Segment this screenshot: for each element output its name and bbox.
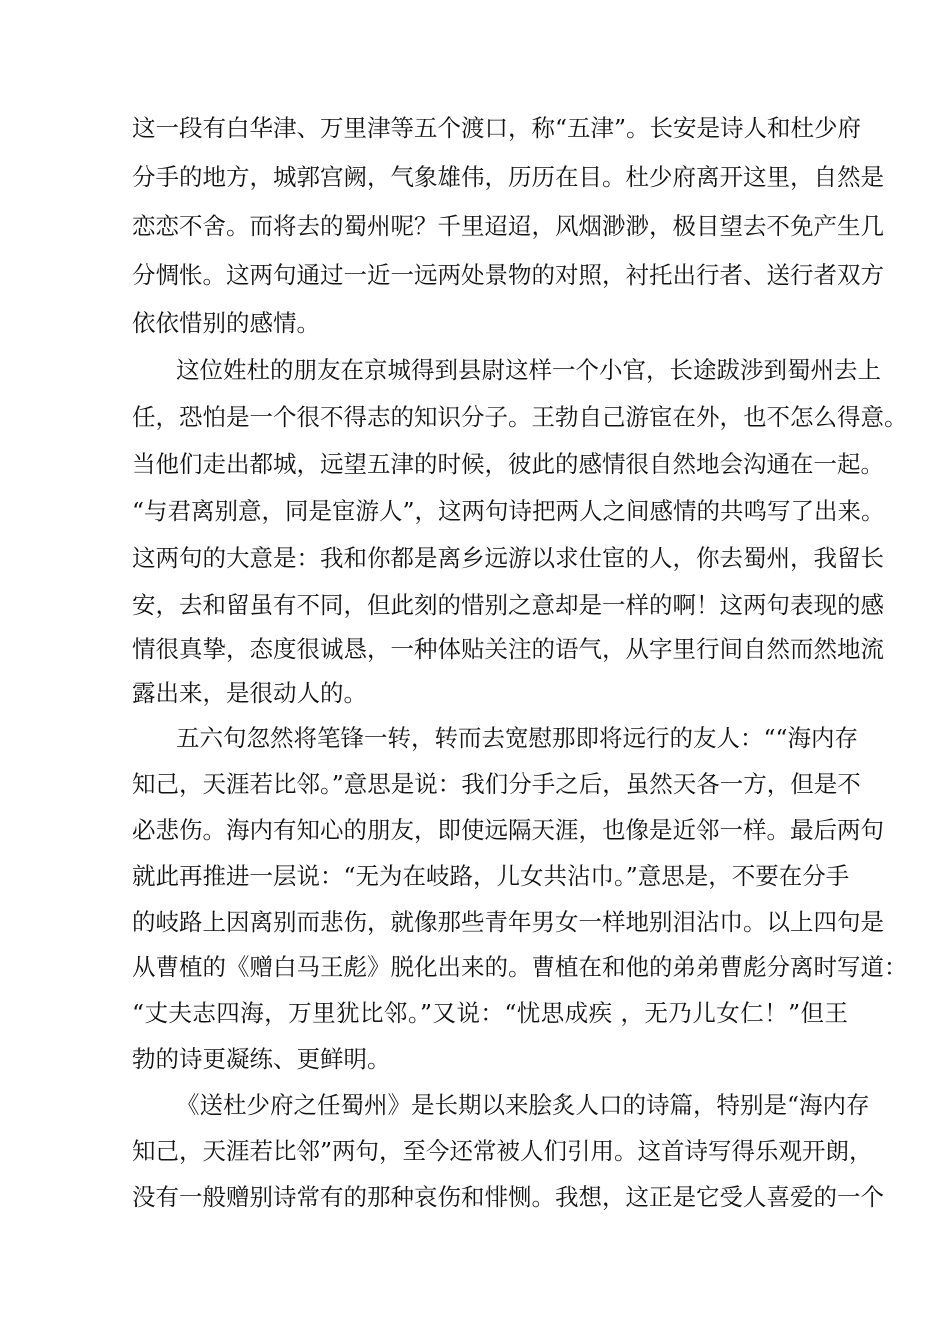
text-line: 的岐路上因离别而悲伤，就像那些青年男女一样地别泪沾巾。以上四句是: [132, 908, 884, 936]
text-line: “丈夫志四海，万里犹比邻。”又说：“忧思成疾 ，无乃儿女仁！”但王: [132, 999, 848, 1027]
text-line: 依依惜别的感情。: [132, 309, 320, 337]
text-line: 恋恋不舍。而将去的蜀州呢？千里迢迢，风烟渺渺，极目望去不免产生几: [132, 212, 884, 240]
text-line: 当他们走出都城，远望五津的时候，彼此的感情很自然地会沟通在一起。: [132, 450, 884, 478]
text-line: 必悲伤。海内有知心的朋友，即使远隔天涯，也像是近邻一样。最后两句: [132, 816, 884, 844]
text-line: 知己，天涯若比邻。”意思是说：我们分手之后，虽然天各一方，但是不: [132, 770, 861, 798]
text-line: 露出来，是很动人的。: [132, 679, 367, 707]
paragraph-first-line: 这位姓杜的朋友在京城得到县尉这样一个小官，长途跋涉到蜀州去上: [176, 356, 881, 384]
text-line: 这两句的大意是：我和你都是离乡远游以求仕宦的人，你去蜀州，我留长: [132, 544, 884, 572]
text-line: 分惆怅。这两句通过一近一远两处景物的对照，衬托出行者、送行者双方: [132, 261, 884, 289]
text-line: 知己，天涯若比邻”两句，至今还常被人们引用。这首诗写得乐观开朗，: [132, 1137, 873, 1165]
text-line: 没有一般赠别诗常有的那种哀伤和悱恻。我想，这正是它受人喜爱的一个: [132, 1183, 884, 1211]
text-line: 这一段有白华津、万里津等五个渡口，称“五津”。长安是诗人和杜少府: [132, 114, 862, 142]
text-line: 从曹植的《赠白马王彪》脱化出来的。曹植在和他的弟弟曹彪分离时写道：: [132, 953, 908, 981]
text-line: 安，去和留虽有不同，但此刻的惜别之意却是一样的啊！这两句表现的感: [132, 591, 884, 619]
paragraph-first-line: 五六句忽然将笔锋一转，转而去宽慰那即将远行的友人：““海内存: [176, 724, 859, 752]
text-line: “与君离别意，同是宦游人”，这两句诗把两人之间感情的共鸣写了出来。: [132, 497, 885, 525]
paragraph-first-line: 《送杜少府之任蜀州》是长期以来脍炙人口的诗篇，特别是“海内存: [176, 1091, 870, 1119]
text-line: 就此再推进一层说：“无为在岐路，儿女共沾巾。”意思是，不要在分手: [132, 862, 850, 890]
text-line: 情很真挚，态度很诚恳，一种体贴关注的语气，从字里行间自然而然地流: [132, 635, 884, 663]
text-line: 分手的地方，城郭宫阙，气象雄伟，历历在目。杜少府离开这里，自然是: [132, 163, 884, 191]
text-line: 勃的诗更凝练、更鲜明。: [132, 1045, 391, 1073]
text-line: 任，恐怕是一个很不得志的知识分子。王勃自己游宦在外，也不怎么得意。: [132, 403, 908, 431]
